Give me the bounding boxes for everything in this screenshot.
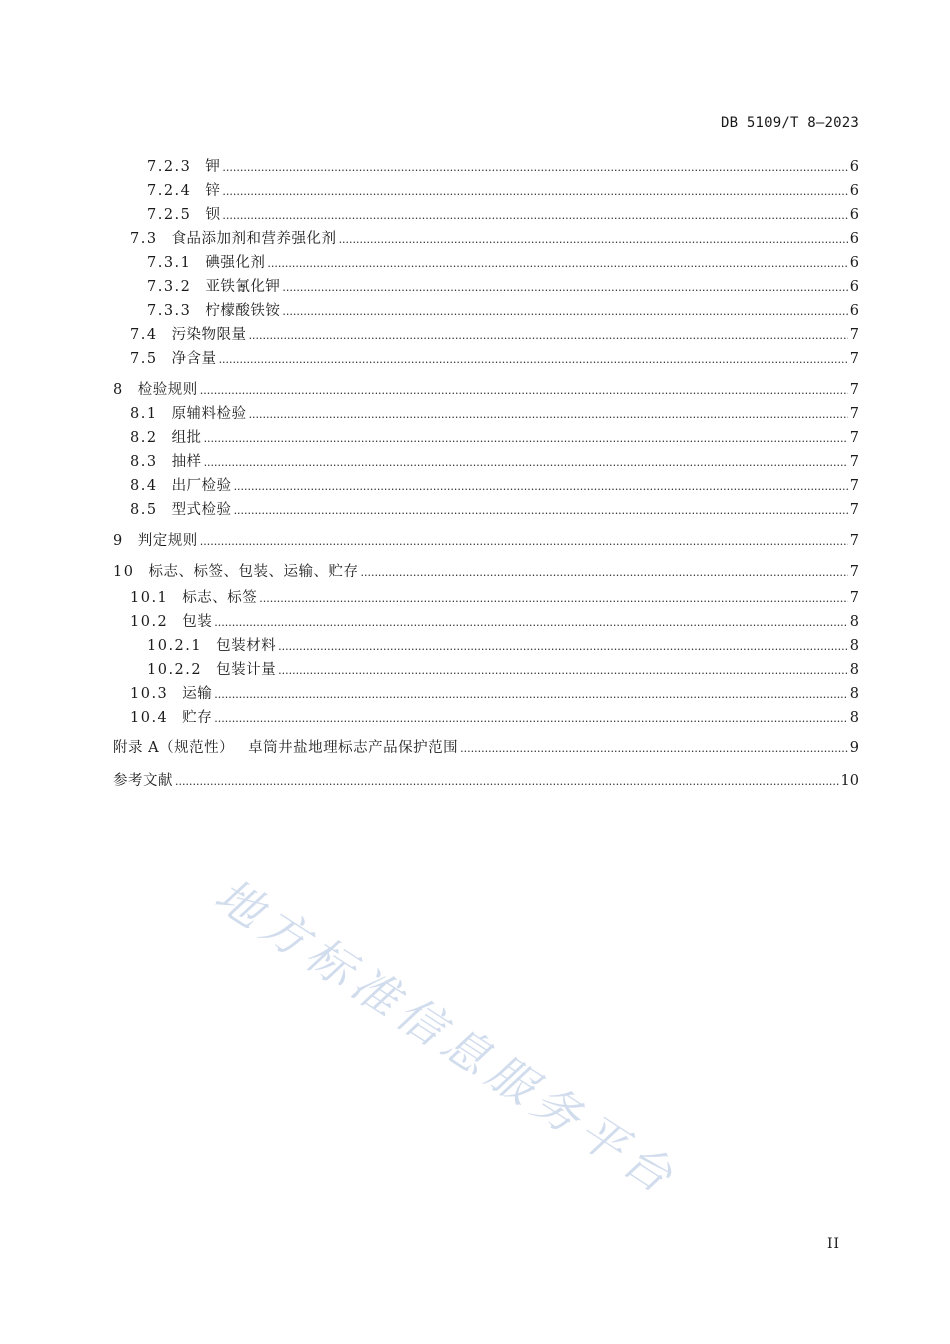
toc-page: 7 bbox=[849, 382, 859, 398]
toc-entry-annex[interactable] bbox=[113, 738, 859, 758]
toc-number: 10.1 bbox=[130, 590, 169, 606]
toc-number: 7.5 bbox=[130, 351, 158, 367]
toc-leader-dots bbox=[234, 477, 848, 497]
toc-page: 7 bbox=[849, 564, 859, 580]
toc-title: 钾 bbox=[205, 159, 221, 175]
toc-leader-dots bbox=[249, 405, 848, 425]
toc-entry[interactable] bbox=[113, 452, 859, 472]
toc-entry[interactable] bbox=[113, 684, 859, 704]
toc-entry[interactable] bbox=[113, 708, 859, 728]
toc-page: 7 bbox=[849, 478, 859, 494]
toc-page: 6 bbox=[849, 159, 859, 175]
toc-number: 7.3.1 bbox=[147, 255, 192, 271]
toc-title: 检验规则 bbox=[137, 382, 198, 398]
toc-page: 6 bbox=[849, 231, 859, 247]
toc-leader-dots bbox=[214, 613, 847, 633]
toc-title: 参考文献 bbox=[113, 773, 173, 789]
toc-title: 柠檬酸铁铵 bbox=[205, 303, 281, 319]
toc-leader-dots bbox=[222, 182, 847, 202]
toc-number: 7.2.4 bbox=[147, 183, 192, 199]
toc-title: 食品添加剂和营养强化剂 bbox=[171, 231, 337, 247]
toc-number: 10 bbox=[113, 564, 135, 580]
toc-entry[interactable] bbox=[113, 562, 859, 582]
toc-entry[interactable] bbox=[113, 531, 859, 551]
toc-leader-dots bbox=[234, 501, 848, 521]
toc-leader-dots bbox=[249, 326, 848, 346]
toc-number: 7.2.3 bbox=[147, 159, 192, 175]
toc-number: 7.2.5 bbox=[147, 207, 192, 223]
toc-page: 9 bbox=[849, 740, 859, 756]
toc-title: 组批 bbox=[171, 430, 202, 446]
toc-leader-dots bbox=[204, 429, 848, 449]
toc-title: 净含量 bbox=[171, 351, 217, 367]
toc-number: 10.2 bbox=[130, 614, 169, 630]
toc-page: 7 bbox=[849, 430, 859, 446]
toc-leader-dots bbox=[200, 532, 848, 552]
watermark: 地方标准信息服务平台 bbox=[205, 867, 688, 1207]
toc-leader-dots bbox=[282, 302, 847, 322]
toc-entry[interactable] bbox=[113, 229, 859, 249]
toc-number: 8.4 bbox=[130, 478, 158, 494]
toc-page: 6 bbox=[849, 207, 859, 223]
toc-title: 标志、标签 bbox=[182, 590, 258, 606]
toc-page: 6 bbox=[849, 279, 859, 295]
toc-entry[interactable] bbox=[113, 253, 859, 273]
toc-entry[interactable] bbox=[113, 660, 859, 680]
toc-entry[interactable] bbox=[113, 404, 859, 424]
toc-title: 钡 bbox=[205, 207, 221, 223]
toc-entry[interactable] bbox=[113, 636, 859, 656]
toc-entry[interactable] bbox=[113, 476, 859, 496]
toc-leader-dots bbox=[175, 772, 839, 792]
toc-number: 7.3.3 bbox=[147, 303, 192, 319]
toc-leader-dots bbox=[222, 206, 847, 226]
toc-number: 8.2 bbox=[130, 430, 158, 446]
toc-page: 7 bbox=[849, 327, 859, 343]
toc-page: 7 bbox=[849, 533, 859, 549]
toc-leader-dots bbox=[204, 453, 848, 473]
toc-number: 8.5 bbox=[130, 502, 158, 518]
toc-number: 8.3 bbox=[130, 454, 158, 470]
toc-title: 抽样 bbox=[171, 454, 202, 470]
toc-leader-dots bbox=[278, 661, 848, 681]
page-number: II bbox=[826, 1236, 840, 1252]
toc-title: 亚铁氰化钾 bbox=[205, 279, 281, 295]
toc-title: 原辅料检验 bbox=[171, 406, 247, 422]
toc-leader-dots bbox=[200, 381, 848, 401]
toc-number: 10.3 bbox=[130, 686, 169, 702]
toc-number: 7.3 bbox=[130, 231, 158, 247]
toc-page: 6 bbox=[849, 303, 859, 319]
toc-title: 包装 bbox=[182, 614, 213, 630]
toc-leader-dots bbox=[222, 158, 847, 178]
toc-number: 10.2.2 bbox=[147, 662, 203, 678]
toc-title: 包装材料 bbox=[216, 638, 277, 654]
toc-entry[interactable] bbox=[113, 277, 859, 297]
toc-title: 出厂检验 bbox=[171, 478, 232, 494]
toc-entry[interactable] bbox=[113, 301, 859, 321]
toc-number: 10.2.1 bbox=[147, 638, 203, 654]
toc-number: 7.3.2 bbox=[147, 279, 192, 295]
toc-number: 9 bbox=[113, 533, 124, 549]
toc-page: 10 bbox=[840, 773, 859, 789]
toc-page: 7 bbox=[849, 590, 859, 606]
toc-leader-dots bbox=[259, 589, 847, 609]
toc-leader-dots bbox=[214, 685, 847, 705]
toc-entry[interactable] bbox=[113, 205, 859, 225]
toc-page: 6 bbox=[849, 183, 859, 199]
toc-title: 贮存 bbox=[182, 710, 213, 726]
toc-title: 卓筒井盐地理标志产品保护范围 bbox=[248, 740, 459, 756]
toc-leader-dots bbox=[339, 230, 848, 250]
toc-page: 8 bbox=[849, 662, 859, 678]
toc-leader-dots bbox=[267, 254, 847, 274]
toc-page: 8 bbox=[849, 710, 859, 726]
toc-title: 碘强化剂 bbox=[205, 255, 266, 271]
toc-page: 6 bbox=[849, 255, 859, 271]
toc-entry[interactable] bbox=[113, 380, 859, 400]
toc-title: 锌 bbox=[205, 183, 221, 199]
toc-entry[interactable] bbox=[113, 181, 859, 201]
toc-title: 判定规则 bbox=[137, 533, 198, 549]
toc-page: 8 bbox=[849, 638, 859, 654]
toc-number: 附录 A（规范性） bbox=[113, 740, 235, 756]
toc-number: 8 bbox=[113, 382, 124, 398]
toc-title: 标志、标签、包装、运输、贮存 bbox=[148, 564, 359, 580]
toc-leader-dots bbox=[460, 739, 848, 759]
toc-leader-dots bbox=[282, 278, 847, 298]
toc-title: 污染物限量 bbox=[171, 327, 247, 343]
toc-leader-dots bbox=[214, 709, 847, 729]
toc-number: 10.4 bbox=[130, 710, 169, 726]
toc-entry[interactable] bbox=[113, 500, 859, 520]
toc-entry[interactable] bbox=[113, 157, 859, 177]
toc-leader-dots bbox=[219, 350, 848, 370]
toc-leader-dots bbox=[360, 563, 847, 583]
toc-entry[interactable] bbox=[113, 349, 859, 369]
toc-page: 7 bbox=[849, 351, 859, 367]
toc-title: 包装计量 bbox=[216, 662, 277, 678]
toc-leader-dots bbox=[278, 637, 848, 657]
toc-entry[interactable] bbox=[113, 325, 859, 345]
toc-number: 8.1 bbox=[130, 406, 158, 422]
toc-page: 8 bbox=[849, 614, 859, 630]
document-code: DB 5109/T 8—2023 bbox=[720, 115, 859, 131]
toc-title: 型式检验 bbox=[171, 502, 232, 518]
toc-number: 7.4 bbox=[130, 327, 158, 343]
toc-page: 7 bbox=[849, 454, 859, 470]
toc-entry-references[interactable] bbox=[113, 771, 859, 791]
toc-page: 8 bbox=[849, 686, 859, 702]
toc-entry[interactable] bbox=[113, 588, 859, 608]
toc-entry[interactable] bbox=[113, 428, 859, 448]
toc-title: 运输 bbox=[182, 686, 213, 702]
toc-page: 7 bbox=[849, 406, 859, 422]
toc-page: 7 bbox=[849, 502, 859, 518]
toc-entry[interactable] bbox=[113, 612, 859, 632]
